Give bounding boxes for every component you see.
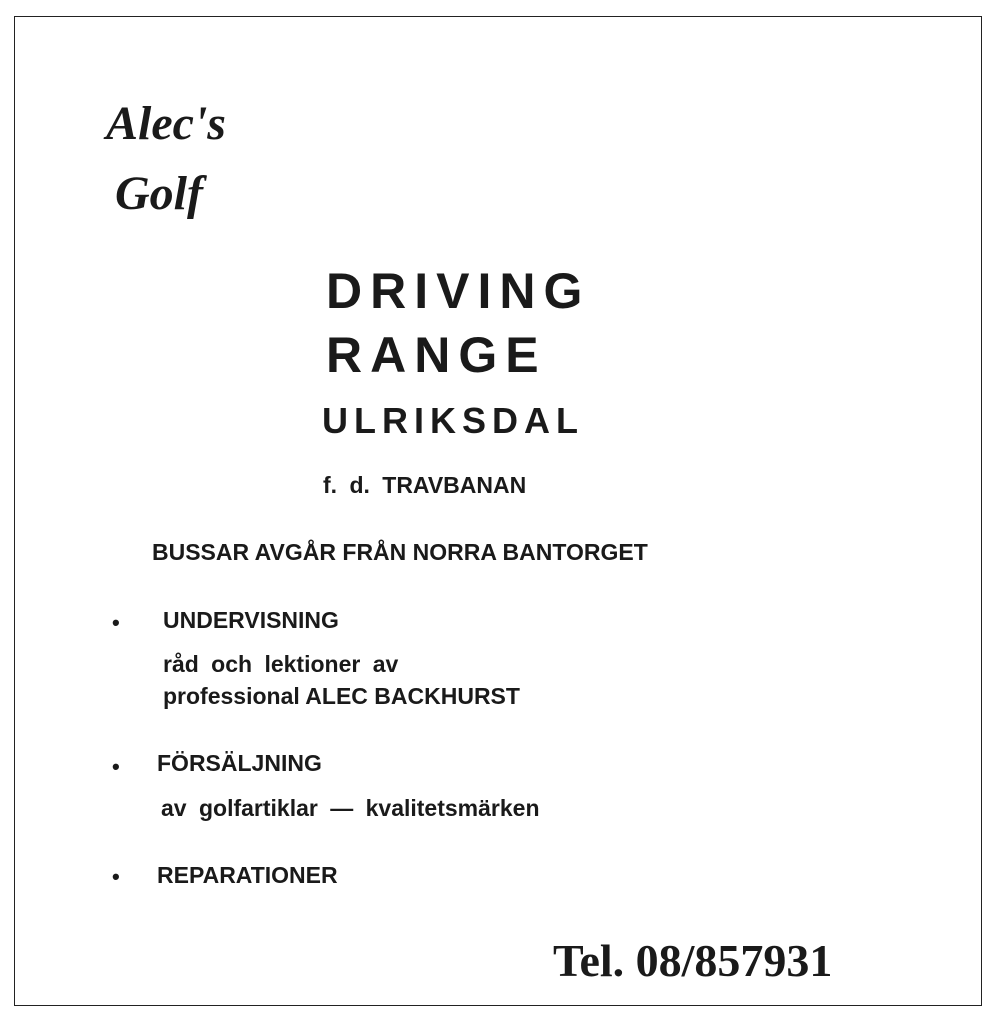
headline-driving: DRIVING — [326, 263, 591, 319]
logo-line-1: Alec's — [106, 97, 226, 150]
service-sales-title: FÖRSÄLJNING — [157, 750, 322, 776]
logo-line-2: Golf — [115, 167, 203, 220]
ad-border — [14, 16, 982, 1006]
service-teaching-line-2: professional ALEC BACKHURST — [163, 683, 520, 709]
service-teaching-title: UNDERVISNING — [163, 607, 339, 633]
service-sales-line-1: av golfartiklar — kvalitetsmärken — [161, 795, 540, 821]
bullet-1: • — [112, 610, 120, 635]
bullet-3: • — [112, 864, 120, 889]
service-teaching-line-1: råd och lektioner av — [163, 651, 399, 677]
service-repairs-title: REPARATIONER — [157, 862, 338, 888]
phone-number: Tel. 08/857931 — [553, 935, 833, 986]
location-subtitle: f. d. TRAVBANAN — [323, 472, 527, 498]
headline-range: RANGE — [326, 327, 547, 383]
location-title: ULRIKSDAL — [322, 400, 584, 441]
bullet-2: • — [112, 754, 120, 779]
bus-info: BUSSAR AVGÅR FRÅN NORRA BANTORGET — [152, 539, 648, 565]
